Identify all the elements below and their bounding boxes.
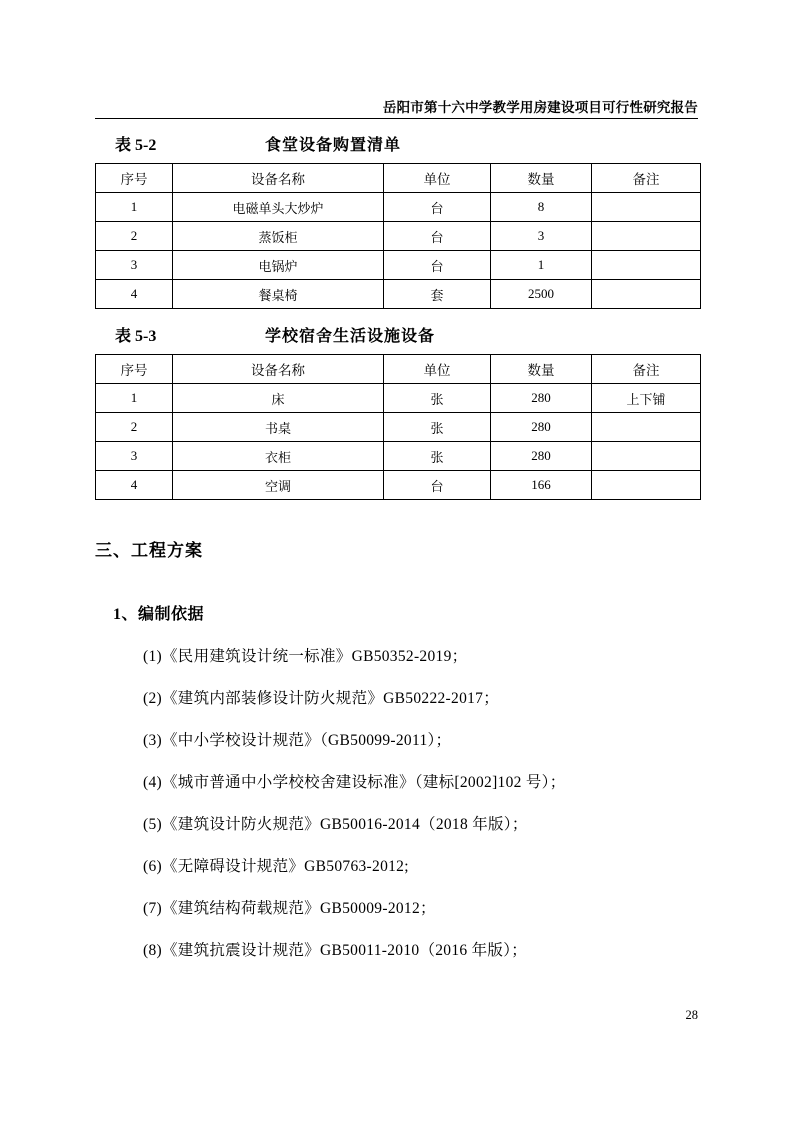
table-cell: 1 — [491, 251, 592, 280]
table-row — [96, 222, 701, 251]
list-item: (7)《建筑结构荷载规范》GB50009-2012； — [143, 900, 436, 917]
table-cell — [592, 193, 701, 222]
table-cell: 餐桌椅 — [173, 280, 384, 309]
table-caption-title: 食堂设备购置清单 — [265, 137, 402, 154]
table-cell: 蒸饭柜 — [173, 222, 384, 251]
table-cell: 台 — [384, 222, 491, 251]
table-cell: 张 — [384, 442, 491, 471]
header-divider — [95, 118, 698, 119]
table-cell: 4 — [96, 471, 173, 500]
list-item: (2)《建筑内部装修设计防火规范》GB50222-2017； — [143, 690, 500, 707]
column-header: 序号 — [96, 355, 173, 384]
column-header: 序号 — [96, 164, 173, 193]
table-row — [96, 384, 701, 413]
table-header-row — [96, 355, 701, 384]
list-item: (5)《建筑设计防火规范》GB50016-2014（2018 年版）； — [143, 816, 528, 833]
table-cell — [592, 442, 701, 471]
table-row — [96, 413, 701, 442]
table-caption-number: 表 5-2 — [115, 137, 157, 154]
list-item: (4)《城市普通中小学校校舍建设标准》（建标[2002]102 号）； — [143, 774, 566, 791]
table-cell — [592, 251, 701, 280]
page-number: 28 — [685, 1008, 698, 1022]
table-cell: 台 — [384, 251, 491, 280]
table-cell: 3 — [96, 251, 173, 280]
table-cell: 280 — [491, 384, 592, 413]
list-item: (8)《建筑抗震设计规范》GB50011-2010（2016 年版）； — [143, 942, 528, 959]
table-cell: 2500 — [491, 280, 592, 309]
column-header: 备注 — [592, 355, 701, 384]
table-cell: 280 — [491, 442, 592, 471]
table-header-row — [96, 164, 701, 193]
table-cell: 衣柜 — [173, 442, 384, 471]
table-cell — [592, 413, 701, 442]
list-item: (1)《民用建筑设计统一标准》GB50352-2019； — [143, 648, 468, 665]
column-header: 设备名称 — [173, 355, 384, 384]
equipment-table-5-3 — [95, 354, 701, 500]
header-title: 岳阳市第十六中学教学用房建设项目可行性研究报告 — [382, 100, 698, 115]
column-header: 数量 — [491, 355, 592, 384]
list-item: (3)《中小学校设计规范》（GB50099-2011）； — [143, 732, 452, 749]
table-cell: 3 — [96, 442, 173, 471]
table-caption — [95, 132, 698, 155]
table-row — [96, 471, 701, 500]
table-cell: 3 — [491, 222, 592, 251]
page-header — [0, 96, 793, 116]
list-item: (6)《无障碍设计规范》GB50763-2012; — [143, 858, 409, 875]
table-cell: 1 — [96, 193, 173, 222]
table-caption — [95, 323, 698, 346]
table-row — [96, 251, 701, 280]
table-cell: 上下铺 — [592, 384, 701, 413]
sub-heading: 1、编制依据 — [113, 606, 205, 623]
table-cell: 书桌 — [173, 413, 384, 442]
table-caption-title: 学校宿舍生活设施设备 — [265, 328, 436, 345]
table-cell: 套 — [384, 280, 491, 309]
table-cell: 280 — [491, 413, 592, 442]
table-cell: 电磁单头大炒炉 — [173, 193, 384, 222]
table-cell — [592, 280, 701, 309]
table-caption-number: 表 5-3 — [115, 328, 157, 345]
table-cell: 2 — [96, 222, 173, 251]
column-header: 单位 — [384, 355, 491, 384]
column-header: 备注 — [592, 164, 701, 193]
table-cell — [592, 222, 701, 251]
table-cell: 166 — [491, 471, 592, 500]
table-cell: 张 — [384, 384, 491, 413]
column-header: 设备名称 — [173, 164, 384, 193]
section-heading: 三、工程方案 — [95, 541, 203, 560]
table-cell: 8 — [491, 193, 592, 222]
table-cell: 张 — [384, 413, 491, 442]
page-content — [95, 132, 698, 960]
column-header: 数量 — [491, 164, 592, 193]
table-row — [96, 193, 701, 222]
table-cell: 床 — [173, 384, 384, 413]
table-cell: 4 — [96, 280, 173, 309]
table-cell: 2 — [96, 413, 173, 442]
table-cell — [592, 471, 701, 500]
table-row — [96, 442, 701, 471]
table-cell: 台 — [384, 471, 491, 500]
table-cell: 1 — [96, 384, 173, 413]
table-cell: 台 — [384, 193, 491, 222]
column-header: 单位 — [384, 164, 491, 193]
table-cell: 空调 — [173, 471, 384, 500]
equipment-table-5-2 — [95, 163, 701, 309]
table-row — [96, 280, 701, 309]
table-cell: 电锅炉 — [173, 251, 384, 280]
